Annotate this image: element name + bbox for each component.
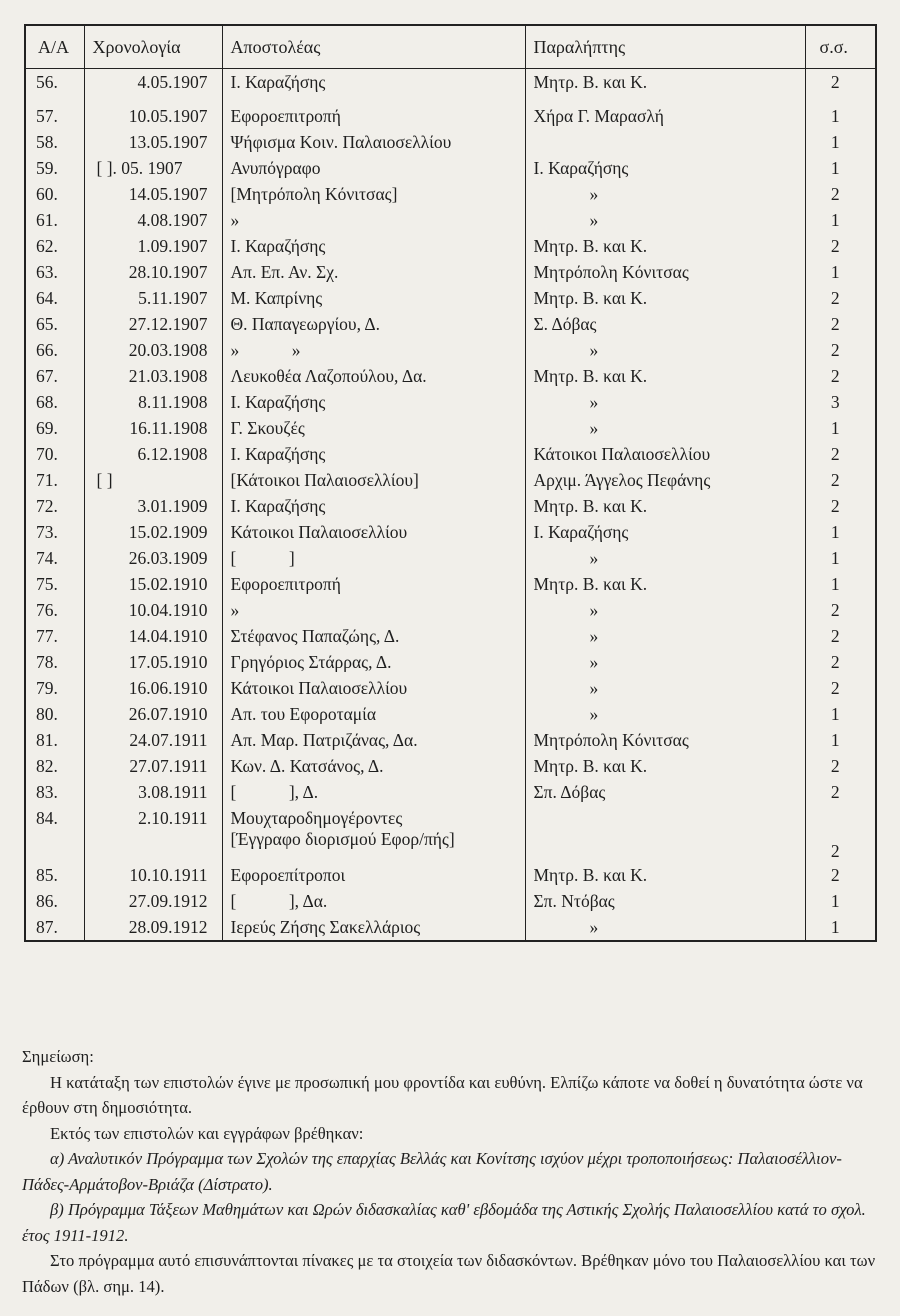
table-row [25,95,876,129]
notes-item-b: β) Πρόγραμμα Τάξεων Μαθημάτων και Ωρών διδασκαλίας καθ' εβδομάδα της Αστικής Σχολής Παλαιοσελλίου κατά το σχολ. έτος 1911-1912. [22,1200,866,1245]
table-row [25,623,876,649]
row-recipient: » [525,415,805,441]
row-number: 76. [25,597,84,623]
row-recipient [525,129,805,155]
row-date: 10.05.1907 [84,95,222,129]
table-row [25,69,876,96]
row-sender: [ ] [222,545,525,571]
table-row [25,207,876,233]
notes-paragraph: Εκτός των επιστολών και εγγράφων βρέθηκαν: [50,1123,364,1143]
row-number: 86. [25,888,84,914]
table-row [25,233,876,259]
row-number: 84. [25,805,84,862]
table-row [25,753,876,779]
header-recipient: Παραλήπτης [525,25,805,69]
row-number: 79. [25,675,84,701]
row-recipient: Σπ. Ντόβας [525,888,805,914]
row-date: 16.11.1908 [84,415,222,441]
row-recipient: » [525,545,805,571]
row-date: 17.05.1910 [84,649,222,675]
table-row [25,649,876,675]
row-recipient: Μητρ. Β. και Κ. [525,363,805,389]
letters-table [24,24,877,942]
row-number: 75. [25,571,84,597]
row-sender: [ ], Δ. [222,779,525,805]
row-sender: Απ. Μαρ. Πατριζάνας, Δα. [222,727,525,753]
row-sender: Ιερεύς Ζήσης Σακελλάριος [222,914,525,941]
row-date: 3.08.1911 [84,779,222,805]
row-date: 27.07.1911 [84,753,222,779]
table-header-row [25,25,876,69]
row-sender: Εφοροεπιτροπή [222,571,525,597]
row-recipient: » [525,181,805,207]
row-sender: Ι. Καραζήσης [222,389,525,415]
row-date: 3.01.1909 [84,493,222,519]
row-pages: 1 [830,261,840,282]
row-pages: 1 [830,131,840,152]
table-row [25,389,876,415]
row-date: 2.10.1911 [84,805,222,862]
row-date: 8.11.1908 [84,389,222,415]
table-row [25,701,876,727]
table-row [25,155,876,181]
header-sender: Αποστολέας [222,25,525,69]
table-row [25,545,876,571]
row-recipient: Μητρ. Β. και Κ. [525,285,805,311]
row-recipient: Μητρόπολη Κόνιτσας [525,727,805,753]
notes-heading: Σημείωση: [22,1047,94,1066]
row-number: 67. [25,363,84,389]
row-recipient: » [525,389,805,415]
table-row [25,467,876,493]
row-recipient: Μητρ. Β. και Κ. [525,862,805,888]
row-pages: 1 [830,729,840,750]
row-pages: 2 [830,625,840,646]
row-number: 63. [25,259,84,285]
row-sender: Απ. Επ. Αν. Σχ. [222,259,525,285]
row-sender: Θ. Παπαγεωργίου, Δ. [222,311,525,337]
row-sender: Κων. Δ. Κατσάνος, Δ. [222,753,525,779]
table-row [25,805,876,862]
row-sender: Απ. του Εφοροταμία [222,701,525,727]
notes-item-a: α) Αναλυτικόν Πρόγραμμα των Σχολών της επαρχίας Βελλάς και Κονίτσης ισχύον μέχρι τροποποιήσεως: Παλαιοσέλλιον-Πάδες-Αρμάτοβον-Βριάζα (Δίστρατο). [22,1149,842,1194]
row-recipient: » [525,623,805,649]
row-number: 56. [25,69,84,96]
row-pages: 2 [830,651,840,672]
table-row [25,571,876,597]
row-sender: [Μητρόπολη Κόνιτσας] [222,181,525,207]
row-pages: 3 [830,391,840,412]
row-recipient: Μητρ. Β. και Κ. [525,571,805,597]
row-date: 1.09.1907 [84,233,222,259]
row-sender: Κάτοικοι Παλαιοσελλίου [222,675,525,701]
row-sender: Ι. Καραζήσης [222,233,525,259]
row-pages: 2 [830,287,840,308]
table-row [25,337,876,363]
row-date: 28.10.1907 [84,259,222,285]
row-pages: 1 [830,209,840,230]
table-row [25,285,876,311]
table-row [25,493,876,519]
table-row [25,415,876,441]
table-row [25,259,876,285]
row-date: [ ]. 05. 1907 [84,155,222,181]
row-sender: Ι. Καραζήσης [222,441,525,467]
row-number: 66. [25,337,84,363]
row-recipient: » [525,701,805,727]
row-date: 14.05.1907 [84,181,222,207]
row-sender: [Κάτοικοι Παλαιοσελλίου] [222,467,525,493]
row-number: 61. [25,207,84,233]
table-row [25,441,876,467]
row-recipient: Κάτοικοι Παλαιοσελλίου [525,441,805,467]
row-date: 5.11.1907 [84,285,222,311]
row-pages: 2 [830,235,840,256]
row-sender: Ι. Καραζήσης [222,69,525,96]
header-pages: σ.σ. [805,25,876,69]
row-date: 14.04.1910 [84,623,222,649]
row-sender-line: [Έγγραφο διορισμού Εφορ/πής] [230,829,455,849]
table-row [25,888,876,914]
row-date: 26.07.1910 [84,701,222,727]
row-pages: 2 [830,365,840,386]
row-recipient: » [525,207,805,233]
row-date: 20.03.1908 [84,337,222,363]
row-pages: 2 [830,781,840,802]
table-row [25,597,876,623]
row-recipient: Μητρ. Β. και Κ. [525,753,805,779]
row-sender: Μ. Καπρίνης [222,285,525,311]
row-pages: 2 [830,755,840,776]
row-recipient [525,805,805,862]
row-number: 83. [25,779,84,805]
notes-paragraph: Η κατάταξη των επιστολών έγινε με προσωπική μου φροντίδα και ευθύνη. Ελπίζω κάποτε να δοθεί η δυνατότητα ώστε να έρθουν στη δημοσιότητα. [22,1072,863,1117]
row-number: 64. [25,285,84,311]
table-row [25,727,876,753]
row-recipient: » [525,914,805,941]
row-pages: 1 [830,703,840,724]
row-number: 71. [25,467,84,493]
row-number: 80. [25,701,84,727]
table-body [25,69,876,942]
row-date: [ ] [84,467,222,493]
table-row [25,914,876,941]
row-date: 24.07.1911 [84,727,222,753]
row-number: 73. [25,519,84,545]
row-date: 13.05.1907 [84,129,222,155]
row-date: 26.03.1909 [84,545,222,571]
row-recipient: Μητρόπολη Κόνιτσας [525,259,805,285]
table-row [25,675,876,701]
row-sender: Κάτοικοι Παλαιοσελλίου [222,519,525,545]
row-number: 87. [25,914,84,941]
row-pages: 2 [830,443,840,464]
row-pages: 1 [830,521,840,542]
row-number: 60. [25,181,84,207]
table-row [25,181,876,207]
row-date: 6.12.1908 [84,441,222,467]
row-number: 85. [25,862,84,888]
row-date: 15.02.1909 [84,519,222,545]
row-sender: Γρηγόριος Στάρρας, Δ. [222,649,525,675]
row-sender: Ανυπόγραφο [222,155,525,181]
row-date: 4.05.1907 [84,69,222,96]
row-sender: » » [222,337,525,363]
row-date: 28.09.1912 [84,914,222,941]
row-pages: 1 [830,890,840,911]
row-date: 4.08.1907 [84,207,222,233]
row-recipient: Ι. Καραζήσης [525,155,805,181]
table-row [25,363,876,389]
row-date: 27.12.1907 [84,311,222,337]
row-recipient: » [525,597,805,623]
row-sender: Στέφανος Παπαζώης, Δ. [222,623,525,649]
row-number: 72. [25,493,84,519]
row-recipient: Χήρα Γ. Μαρασλή [525,95,805,129]
row-date: 10.04.1910 [84,597,222,623]
row-number: 69. [25,415,84,441]
row-recipient: Μητρ. Β. και Κ. [525,233,805,259]
row-number: 82. [25,753,84,779]
row-date: 10.10.1911 [84,862,222,888]
table-row [25,862,876,888]
row-pages: 2 [830,469,840,490]
row-date: 21.03.1908 [84,363,222,389]
row-pages: 1 [830,417,840,438]
row-sender: » [222,597,525,623]
header-date: Χρονολογία [84,25,222,69]
row-pages: 2 [830,599,840,620]
row-sender: [ ], Δα. [222,888,525,914]
row-sender: Γ. Σκουζές [222,415,525,441]
notes-section [22,1044,882,1299]
row-pages: 2 [830,495,840,516]
row-recipient: » [525,337,805,363]
row-sender: Εφοροεπιτροπή [222,95,525,129]
row-pages: 1 [830,916,840,937]
row-number: 65. [25,311,84,337]
table-row [25,779,876,805]
row-number: 77. [25,623,84,649]
row-sender: Ψήφισμα Κοιν. Παλαιοσελλίου [222,129,525,155]
row-pages: 2 [830,183,840,204]
row-pages: 2 [830,677,840,698]
row-recipient: Ι. Καραζήσης [525,519,805,545]
row-pages: 1 [830,157,840,178]
row-number: 81. [25,727,84,753]
notes-paragraph: Στο πρόγραμμα αυτό επισυνάπτονται πίνακες με τα στοιχεία των διδασκόντων. Βρέθηκαν μόνο του Παλαιοσελλίου και των Πάδων (βλ. σημ. 14). [22,1251,876,1296]
table-row [25,311,876,337]
row-pages: 1 [830,547,840,568]
header-number: Α/Α [25,25,84,69]
row-number: 70. [25,441,84,467]
row-recipient: Μητρ. Β. και Κ. [525,493,805,519]
row-sender: Εφοροεπίτροποι [222,862,525,888]
row-number: 62. [25,233,84,259]
row-pages: 1 [830,573,840,594]
row-recipient: Μητρ. Β. και Κ. [525,69,805,96]
row-recipient: Αρχιμ. Άγγελος Πεφάνης [525,467,805,493]
row-number: 59. [25,155,84,181]
row-pages: 2 [830,864,840,885]
row-pages: 2 [830,313,840,334]
table-row [25,129,876,155]
row-number: 74. [25,545,84,571]
row-number: 58. [25,129,84,155]
row-sender: Ι. Καραζήσης [222,493,525,519]
row-sender-line: Μουχταροδημογέροντες [230,808,403,828]
row-recipient: Σπ. Δόβας [525,779,805,805]
table-row [25,519,876,545]
row-recipient: » [525,675,805,701]
row-date: 16.06.1910 [84,675,222,701]
row-number: 68. [25,389,84,415]
row-sender: Λευκοθέα Λαζοπούλου, Δα. [222,363,525,389]
row-date: 15.02.1910 [84,571,222,597]
row-sender: » [222,207,525,233]
row-pages: 2 [830,339,840,360]
row-number: 57. [25,95,84,129]
row-pages: 2 [830,841,840,861]
row-recipient: » [525,649,805,675]
row-pages: 1 [830,105,840,126]
row-number: 78. [25,649,84,675]
row-pages: 2 [830,71,840,92]
row-recipient: Σ. Δόβας [525,311,805,337]
row-date: 27.09.1912 [84,888,222,914]
row-sender [222,805,525,862]
